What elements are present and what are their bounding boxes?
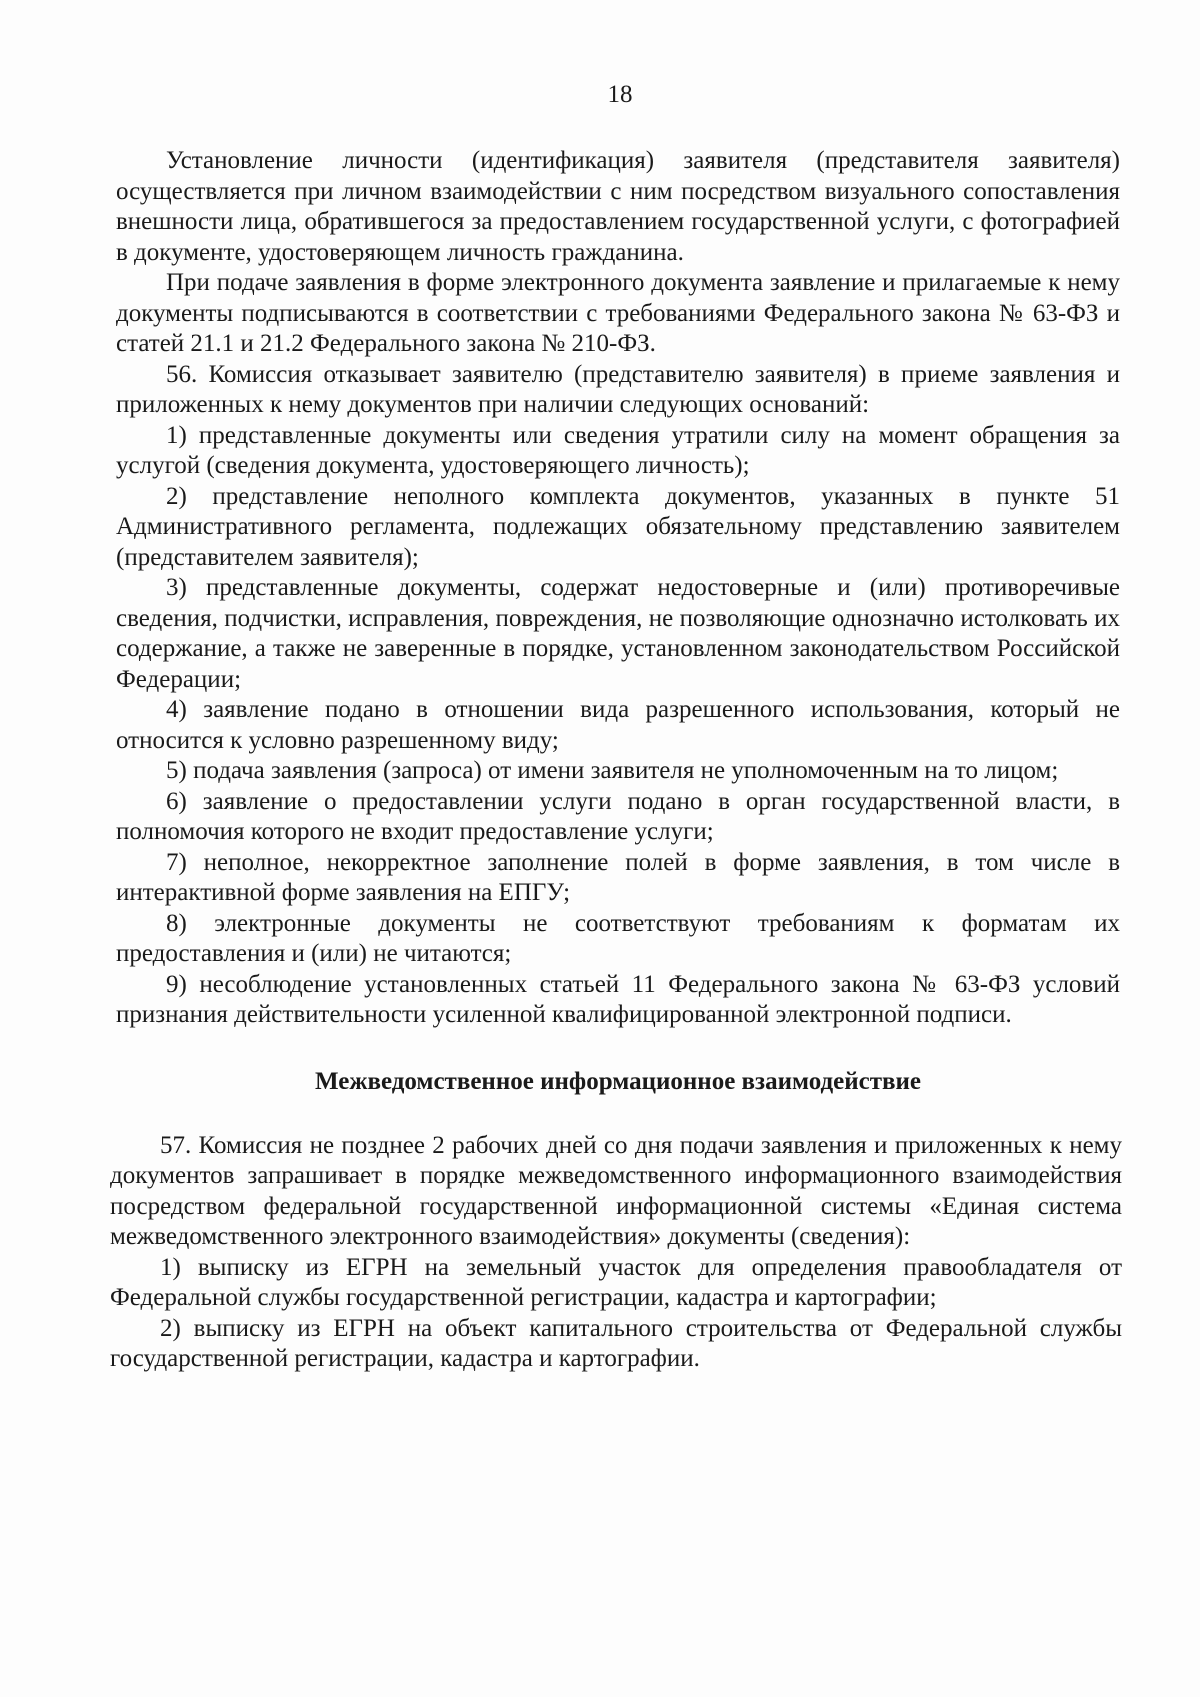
list-item-56-5: 5) подача заявления (запроса) от имени заявителя не уполномоченным на то лицом; [166,757,1059,784]
list-item-56-9: 9) несоблюдение установленных статьей 11 Федерального закона № 63-ФЗ условий признания действительности усиленной квалифицированной электронной подписи. [116,970,1120,1028]
list-item-56-4: 4) заявление подано в отношении вида разрешенного использования, который не относится к условно разрешенному виду; [116,696,1120,754]
paragraph-electronic-signature: При подаче заявления в форме электронного документа заявление и прилагаемые к нему документы подписываются в соответствии с требованиями Федерального закона № 63-ФЗ и статей 21.1 и 21.2 Федерального закона № 210-ФЗ. [116,269,1120,357]
list-item-56-1: 1) представленные документы или сведения утратили силу на момент обращения за услугой (сведения документа, удостоверяющего личность); [116,421,1120,479]
list-item-56-8: 8) электронные документы не соответствуют требованиям к форматам их предоставления и (или) не читаются; [116,909,1120,967]
section-body [110,1131,1122,1375]
list-item-57-2: 2) выписку из ЕГРН на объект капитального строительства от Федеральной службы государственной регистрации, кадастра и картографии. [110,1314,1122,1372]
page-number: 18 [607,81,633,108]
list-item-56-7: 7) неполное, некорректное заполнение полей в форме заявления, в том числе в интерактивной форме заявления на ЕПГУ; [116,848,1120,906]
section-heading: Межведомственное информационное взаимодействие [315,1067,921,1095]
paragraph-57: 57. Комиссия не позднее 2 рабочих дней со дня подачи заявления и приложенных к нему документов запрашивает в порядке межведомственного информационного взаимодействия посредством федеральной государственной информационной системы «Единая система межведомственного электронного взаимодействия» документы (сведения): [110,1131,1122,1250]
list-item-57-1: 1) выписку из ЕГРН на земельный участок для определения правообладателя от Федеральной службы государственной регистрации, кадастра и картографии; [110,1253,1122,1311]
paragraph-56: 56. Комиссия отказывает заявителю (представителю заявителя) в приеме заявления и приложенных к нему документов при наличии следующих оснований: [116,360,1120,418]
list-item-56-2: 2) представление неполного комплекта документов, указанных в пункте 51 Административного регламента, подлежащих обязательному представлению заявителем (представителем заявителя); [116,482,1120,571]
list-item-56-3: 3) представленные документы, содержат недостоверные и (или) противоречивые сведения, подчистки, исправления, повреждения, не позволяющие однозначно истолковать их содержание, а также не заверенные в порядке, установленном законодательством Российской Федерации; [116,574,1120,693]
paragraph-identification: Установление личности (идентификация) заявителя (представителя заявителя) осуществляется при личном взаимодействии с ним посредством визуального сопоставления внешности лица, обратившегося за предоставлением государственной услуги, с фотографией в документе, удостоверяющем личность гражданина. [116,147,1120,266]
document-body [110,146,1122,1375]
list-item-56-6: 6) заявление о предоставлении услуги подано в орган государственной власти, в полномочия которого не входит предоставление услуги; [116,787,1120,845]
